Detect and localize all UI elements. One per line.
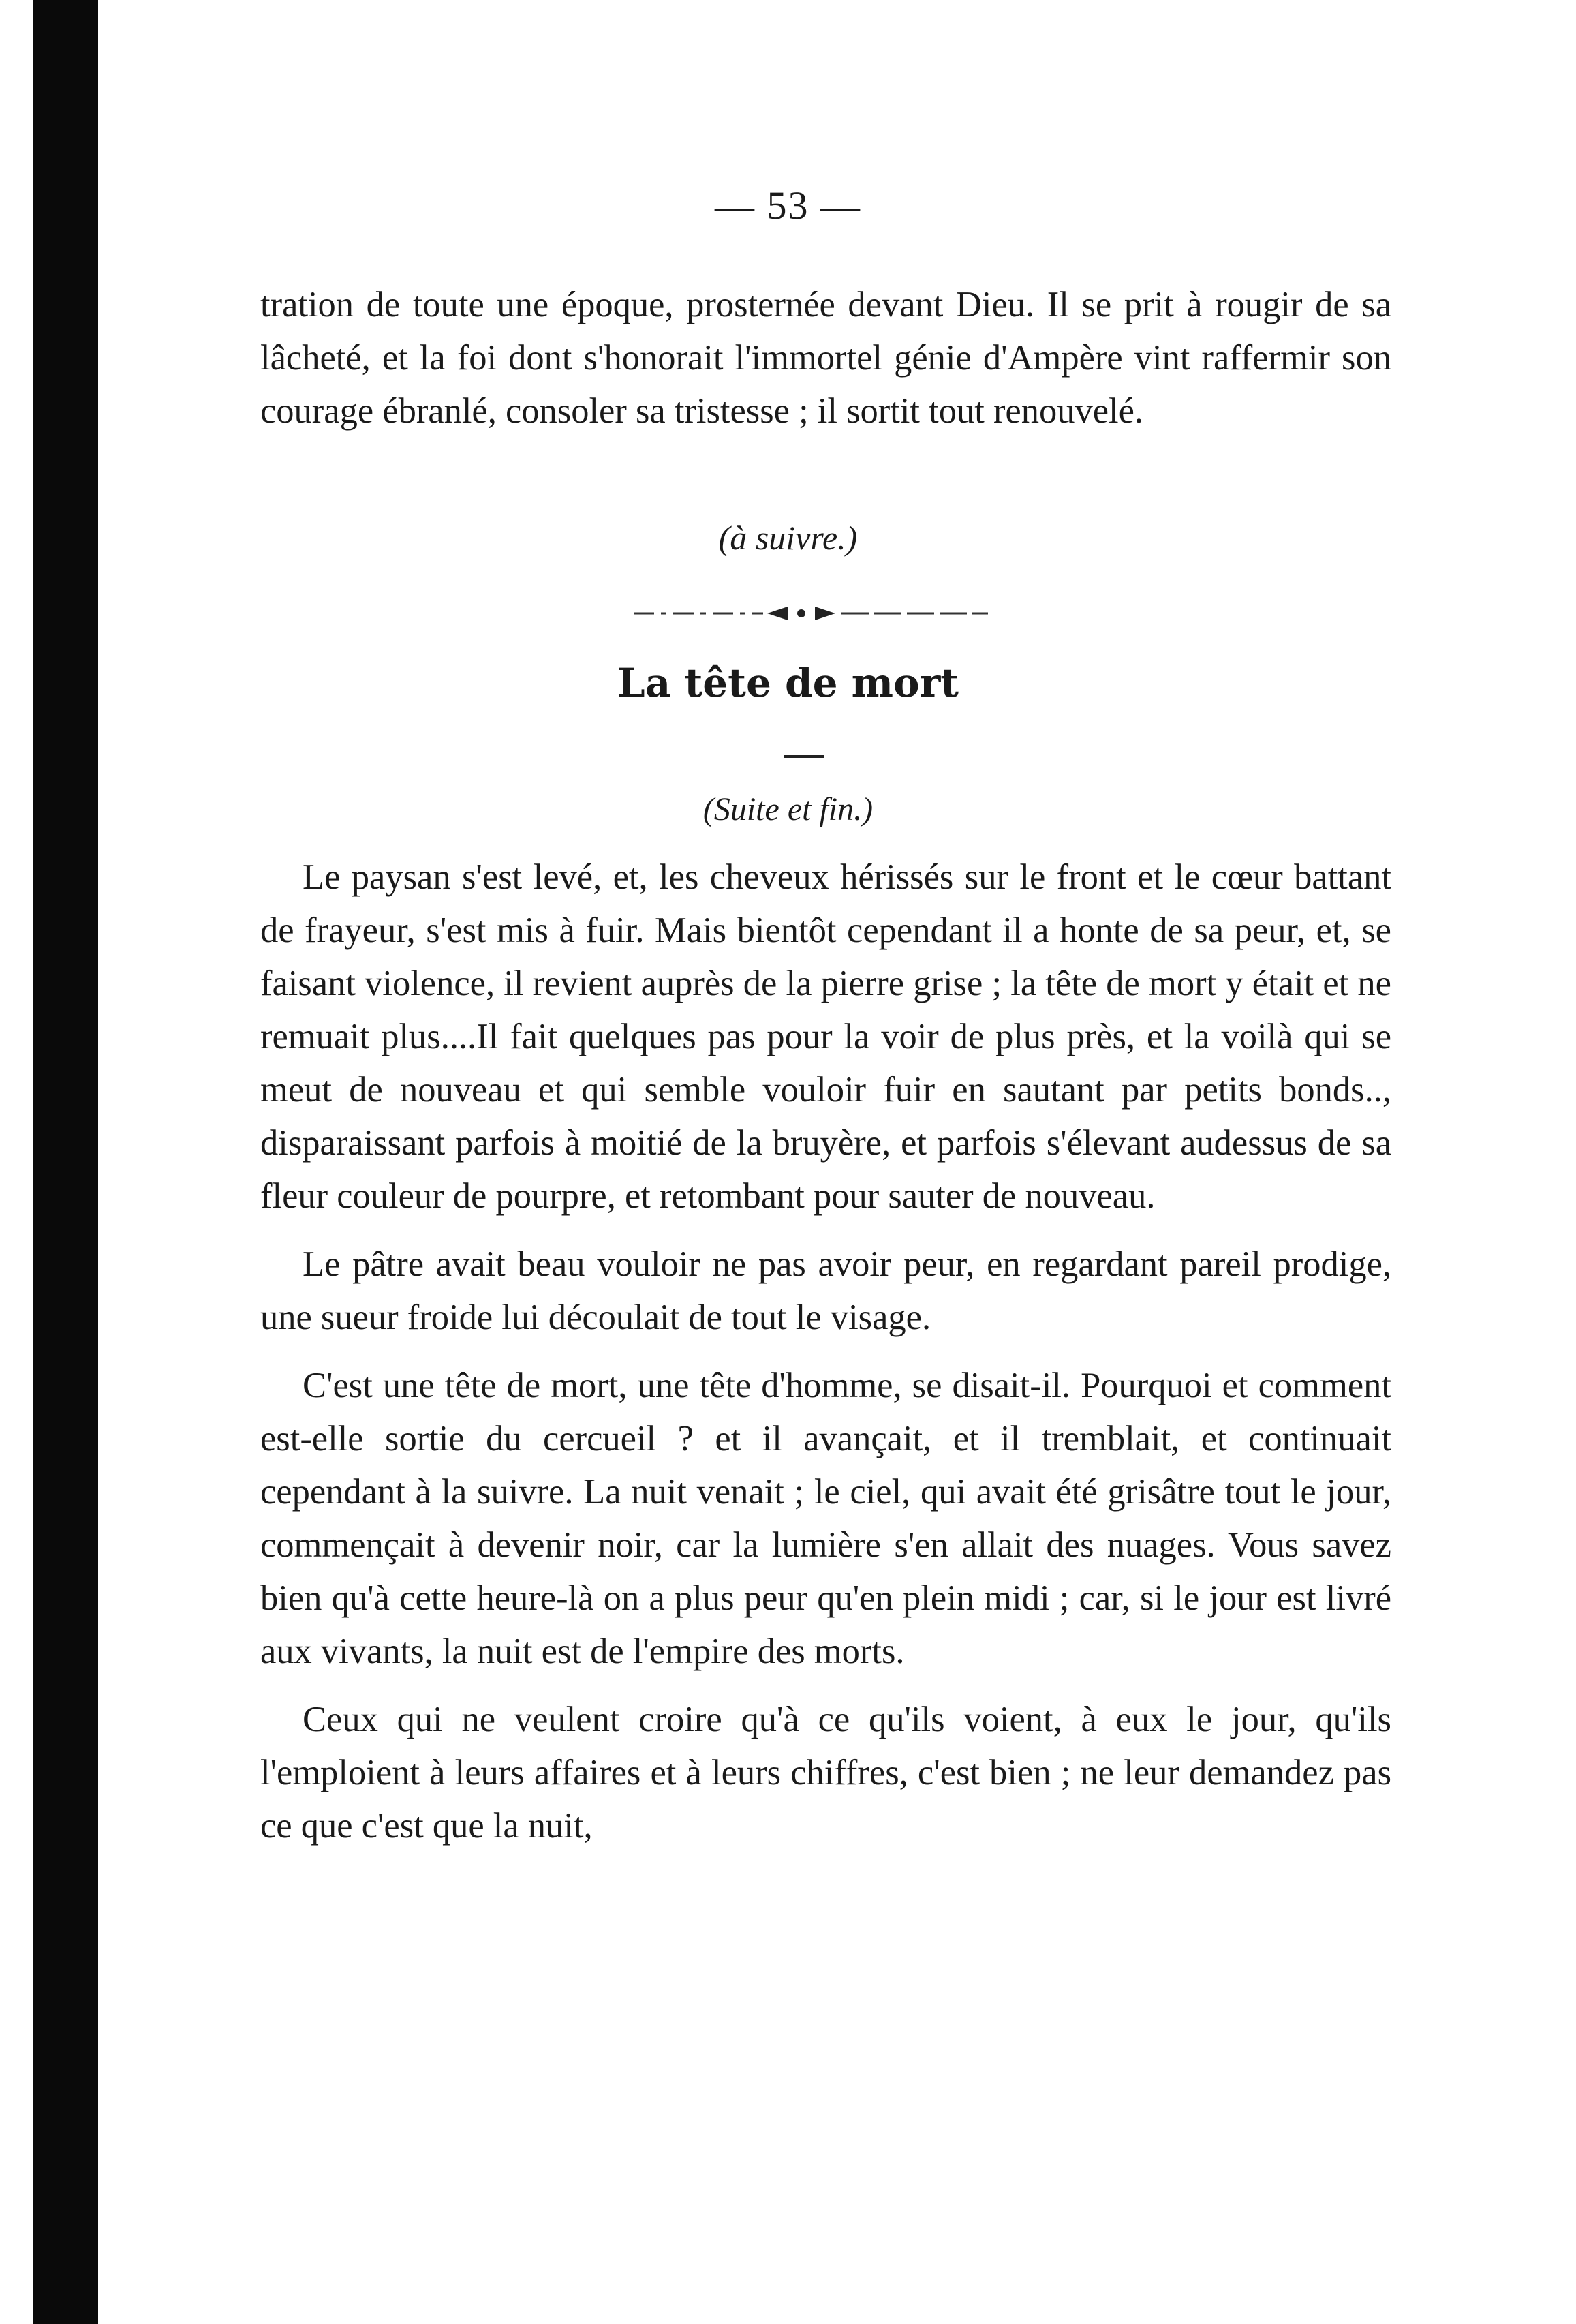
story-paragraph: Le pâtre avait beau vouloir ne pas avoir peur, en regardant pareil prodige, une sueur froide lui découlait de tout le visage. — [260, 1244, 1391, 1337]
story-paragraph: Le paysan s'est levé, et, les cheveux hérissés sur le front et le cœur battant de frayeur, s'est mis à fuir. Mais bientôt cependant il a honte de sa peur, et, se faisant violence, il revient auprès de la pierre grise ; la tête de mort y était et ne remuait plus....Il fait quelques pas pour la voir de plus près, et la voilà qui se meut de nouveau et qui semble vouloir fuir en sautant par petits bonds.., disparaissant parfois à moitié de la bruyère, et parfois s'élevant audessus de sa fleur couleur de pourpre, et retombant pour sauter de nouveau. — [260, 857, 1391, 1216]
story-paragraph: Ceux qui ne veulent croire qu'à ce qu'ils voient, à eux le jour, qu'ils l'emploient à leurs affaires et à leurs chiffres, c'est bien ; ne leur demandez pas ce que c'est que la nuit, — [260, 1700, 1391, 1846]
chapter-title: La tête de mort — [617, 660, 959, 706]
section-divider-ornament — [634, 598, 988, 626]
title-dash — [784, 755, 824, 758]
chapter-subtitle: (Suite et fin.) — [702, 791, 874, 827]
continuation-paragraph: tration de toute une époque, prosternée devant Dieu. Il se prit à rougir de sa lâcheté, et la foi dont s'honorait l'immortel génie d'Ampère vint raffermir son courage ébranlé, consoler sa tristesse ; il sortit tout renouvelé. — [260, 285, 1391, 431]
continuation-block — [260, 278, 1391, 438]
book-spine-shadow — [33, 0, 98, 2324]
to-follow-text: (à suivre.) — [718, 519, 858, 557]
story-body — [260, 851, 1391, 1852]
story-paragraph: C'est une tête de mort, une tête d'homme, se disait-il. Pourquoi et comment est-elle sortie du cercueil ? et il avançait, et il tremblait, et continuait cependant à la suivre. La nuit venait ; le ciel, qui avait été grisâtre tout le jour, commençait à devenir noir, car la lumière s'en allait des nuages. Vous savez bien qu'à cette heure-là on a plus peur qu'en plein midi ; car, si le jour est livré aux vivants, la nuit est de l'empire des morts. — [260, 1366, 1391, 1671]
to-follow-note — [0, 518, 1576, 557]
page-number: — 53 — — [715, 183, 861, 228]
